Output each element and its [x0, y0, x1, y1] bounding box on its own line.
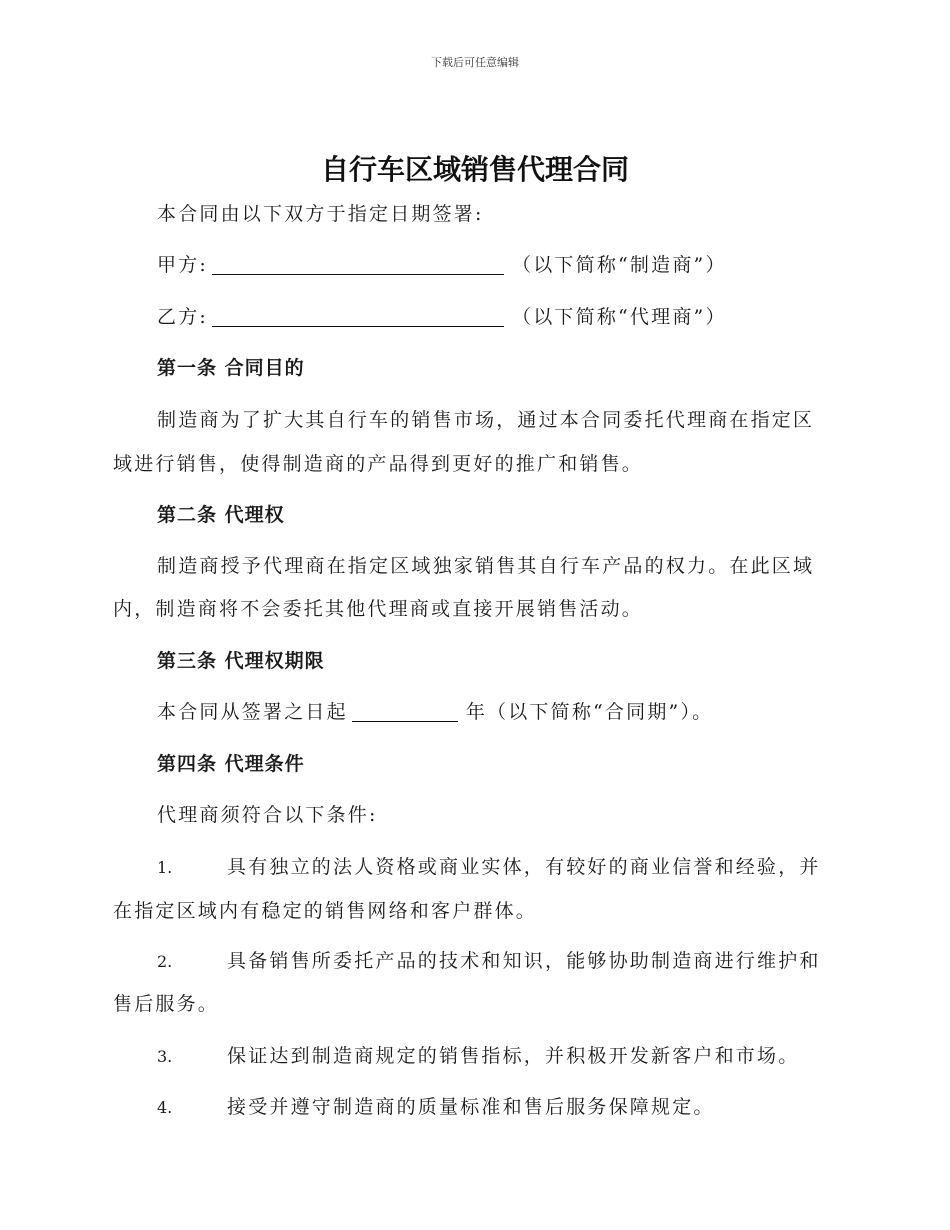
- party-b-label: 乙方:: [157, 306, 209, 328]
- article3-text: [157, 697, 713, 724]
- term-years-blank: [352, 701, 458, 722]
- list-item: [157, 1092, 715, 1119]
- article2-heading: 第二条 代理权: [157, 504, 285, 526]
- list-item-text: 具有独立的法人资格或商业实体，有较好的商业信誉和经验，并: [227, 856, 821, 878]
- list-item-text: 保证达到制造商规定的销售指标，并积极开发新客户和市场。: [227, 1045, 800, 1067]
- list-item: [157, 946, 821, 973]
- party-a-blank: [212, 254, 504, 275]
- party-a-line: [157, 250, 727, 277]
- article1-heading: 第一条 合同目的: [157, 357, 305, 379]
- list-item-text: 具备销售所委托产品的技术和知识，能够协助制造商进行维护和: [227, 950, 821, 972]
- article2-line1: 制造商授予代理商在指定区域独家销售其自行车产品的权力。在此区域: [157, 555, 815, 577]
- list-item-number: 3.: [157, 1047, 173, 1066]
- article3-prefix: 本合同从签署之日起: [157, 701, 348, 723]
- list-item: [157, 1041, 799, 1068]
- party-a-label: 甲方:: [157, 254, 209, 276]
- list-item: [157, 852, 821, 879]
- party-b-suffix: （以下简称“代理商”）: [512, 306, 727, 328]
- party-a-suffix: （以下简称“制造商”）: [512, 254, 727, 276]
- article3-suffix: 年（以下简称“合同期”）。: [465, 701, 714, 723]
- article4-intro: 代理商须符合以下条件:: [157, 804, 378, 826]
- list-item-continuation: 售后服务。: [113, 993, 220, 1015]
- article1-line1: 制造商为了扩大其自行车的销售市场，通过本合同委托代理商在指定区: [157, 409, 815, 431]
- article2-line2: 内，制造商将不会委托其他代理商或直接开展销售活动。: [113, 598, 644, 620]
- list-item-number: 1.: [157, 858, 173, 877]
- list-item-text: 接受并遵守制造商的质量标准和售后服务保障规定。: [227, 1096, 715, 1118]
- party-b-line: [157, 302, 727, 329]
- header-note: 下载后可任意编辑: [431, 56, 519, 69]
- article4-heading: 第四条 代理条件: [157, 753, 305, 775]
- article3-heading: 第三条 代理权期限: [157, 650, 325, 672]
- list-item-continuation: 在指定区域内有稳定的销售网络和客户群体。: [113, 900, 538, 922]
- intro-text: 本合同由以下双方于指定日期签署:: [157, 203, 484, 225]
- list-item-number: 4.: [157, 1098, 173, 1117]
- list-item-number: 2.: [157, 952, 173, 971]
- article1-line2: 域进行销售，使得制造商的产品得到更好的推广和销售。: [113, 453, 644, 475]
- party-b-blank: [212, 306, 504, 327]
- contract-title: 自行车区域销售代理合同: [320, 153, 629, 186]
